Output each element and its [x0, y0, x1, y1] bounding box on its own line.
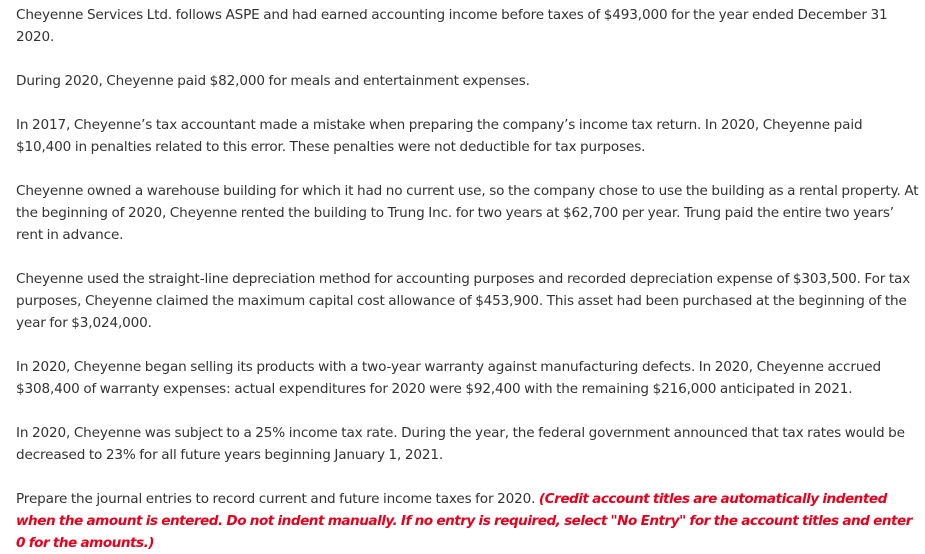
prompt-instruction: (Credit account titles are automatically indented when the amount is entered. Do not indent manually. If no entry is required, select "No Entry" for the account titles and enter 0 for the amounts.): [16, 491, 912, 551]
paragraph-rent: Cheyenne owned a warehouse building for which it had no current use, so the company chose to use the building as a rental property. At the beginning of 2020, Cheyenne rented the building to Trung Inc. for two years at $62,700 per year. Trung paid the entire two years’ rent in advance.: [16, 183, 919, 243]
paragraph-prompt: [16, 488, 921, 554]
paragraph-income: Cheyenne Services Ltd. follows ASPE and had earned accounting income before taxes of $493,000 for the year ended December 31 2020.: [16, 7, 888, 45]
paragraph-tax-rate: In 2020, Cheyenne was subject to a 25% income tax rate. During the year, the federal government announced that tax rates would be decreased to 23% for all future years beginning January 1, 2021.: [16, 425, 905, 463]
prompt-text: Prepare the journal entries to record current and future income taxes for 2020.: [16, 491, 539, 507]
paragraph-warranty: In 2020, Cheyenne began selling its products with a two-year warranty against manufacturing defects. In 2020, Cheyenne accrued $308,400 of warranty expenses: actual expenditures for 2020 were $92,400 with the remaining $216,000 anticipated in 2021.: [16, 359, 881, 397]
paragraph-penalties: In 2017, Cheyenne’s tax accountant made a mistake when preparing the company’s income tax return. In 2020, Cheyenne paid $10,400 in penalties related to this error. These penalties were not deductible for tax purposes.: [16, 117, 863, 155]
paragraph-depreciation: Cheyenne used the straight-line depreciation method for accounting purposes and recorded depreciation expense of $303,500. For tax purposes, Cheyenne claimed the maximum capital cost allowance of $453,900. This asset had been purchased at the beginning of the year for $3,024,000.: [16, 271, 911, 331]
paragraph-meals: During 2020, Cheyenne paid $82,000 for meals and entertainment expenses.: [16, 73, 530, 89]
